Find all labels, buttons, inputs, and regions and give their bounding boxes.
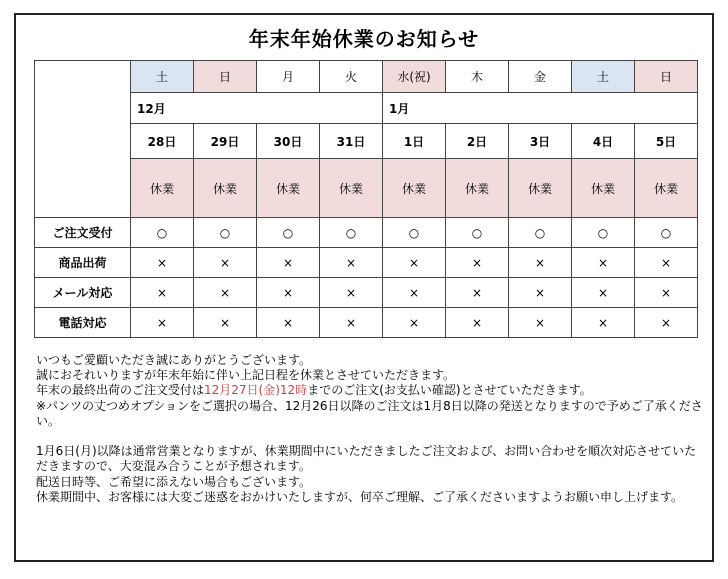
closed-cell: 休業 xyxy=(509,159,572,218)
available-mark: ○ xyxy=(257,218,320,248)
available-mark: ○ xyxy=(572,218,635,248)
note-line: 誠におそれいりますが年末年始に伴い上記日程を休業とさせていただきます。 xyxy=(36,368,456,383)
unavailable-mark: × xyxy=(572,278,635,308)
unavailable-mark: × xyxy=(257,308,320,338)
available-mark: ○ xyxy=(509,218,572,248)
operation-row xyxy=(35,278,698,308)
unavailable-mark: × xyxy=(509,248,572,278)
unavailable-mark: × xyxy=(446,278,509,308)
unavailable-mark: × xyxy=(131,278,194,308)
page-title: 年末年始休業のお知らせ xyxy=(248,27,480,51)
unavailable-mark: × xyxy=(194,308,257,338)
date-cell: 5日 xyxy=(635,124,698,159)
unavailable-mark: × xyxy=(509,278,572,308)
unavailable-mark: × xyxy=(383,248,446,278)
unavailable-mark: × xyxy=(131,248,194,278)
date-cell: 2日 xyxy=(446,124,509,159)
unavailable-mark: × xyxy=(635,278,698,308)
operation-label: ご注文受付 xyxy=(35,218,131,248)
unavailable-mark: × xyxy=(320,248,383,278)
note-line: 1月6日(月)以降は通常営業となりますが、休業期間中にいただきましたご注文および、お問い合わせを順次対応させていただきますので、大変混み合うことが予想されます。 xyxy=(36,444,697,474)
note-line-final-order xyxy=(36,383,706,398)
closed-cell: 休業 xyxy=(383,159,446,218)
weekday-cell: 土 xyxy=(572,61,635,93)
unavailable-mark: × xyxy=(257,278,320,308)
empty-corner-cell xyxy=(35,61,131,218)
unavailable-mark: × xyxy=(257,248,320,278)
note-text: までのご注文(お支払い確認)とさせていただきます。 xyxy=(307,383,592,398)
date-cell: 29日 xyxy=(194,124,257,159)
weekday-cell: 日 xyxy=(194,61,257,93)
weekday-cell: 土 xyxy=(131,61,194,93)
note-spacer xyxy=(36,429,706,444)
weekday-cell: 金 xyxy=(509,61,572,93)
operation-label: 商品出荷 xyxy=(35,248,131,278)
closed-cell: 休業 xyxy=(572,159,635,218)
closed-cell: 休業 xyxy=(446,159,509,218)
unavailable-mark: × xyxy=(383,308,446,338)
unavailable-mark: × xyxy=(635,308,698,338)
unavailable-mark: × xyxy=(131,308,194,338)
closed-row xyxy=(35,159,698,218)
weekday-cell: 木 xyxy=(446,61,509,93)
closed-cell: 休業 xyxy=(635,159,698,218)
date-cell: 30日 xyxy=(257,124,320,159)
operation-row xyxy=(35,308,698,338)
unavailable-mark: × xyxy=(320,308,383,338)
month-label: 1月 xyxy=(383,93,698,124)
operation-label: メール対応 xyxy=(35,278,131,308)
note-text: 年末の最終出荷のご注文受付は xyxy=(36,383,205,398)
unavailable-mark: × xyxy=(635,248,698,278)
available-mark: ○ xyxy=(194,218,257,248)
holiday-calendar-table xyxy=(34,60,698,338)
date-cell: 28日 xyxy=(131,124,194,159)
unavailable-mark: × xyxy=(194,278,257,308)
weekday-header-row xyxy=(35,61,698,93)
note-line: 配送日時等、ご希望に添えない場合もございます。 xyxy=(36,474,312,489)
operation-row xyxy=(35,248,698,278)
operation-label: 電話対応 xyxy=(35,308,131,338)
unavailable-mark: × xyxy=(446,308,509,338)
available-mark: ○ xyxy=(446,218,509,248)
closed-cell: 休業 xyxy=(320,159,383,218)
available-mark: ○ xyxy=(131,218,194,248)
weekday-cell: 水(祝) xyxy=(383,61,446,93)
closed-cell: 休業 xyxy=(257,159,320,218)
weekday-cell: 月 xyxy=(257,61,320,93)
month-row xyxy=(35,93,698,124)
closed-cell: 休業 xyxy=(131,159,194,218)
month-label: 12月 xyxy=(131,93,383,124)
notice-text xyxy=(36,353,706,505)
unavailable-mark: × xyxy=(383,278,446,308)
date-cell: 4日 xyxy=(572,124,635,159)
date-row xyxy=(35,124,698,159)
available-mark: ○ xyxy=(320,218,383,248)
closed-cell: 休業 xyxy=(194,159,257,218)
unavailable-mark: × xyxy=(509,308,572,338)
date-cell: 31日 xyxy=(320,124,383,159)
note-line: 休業期間中、お客様には大変ご迷惑をおかけいたしますが、何卒ご理解、ご了承くださいますようお願い申し上げます。 xyxy=(36,489,684,504)
weekday-cell: 火 xyxy=(320,61,383,93)
final-order-deadline: 12月27日(金)12時 xyxy=(204,383,308,398)
unavailable-mark: × xyxy=(194,248,257,278)
date-cell: 1日 xyxy=(383,124,446,159)
weekday-cell: 日 xyxy=(635,61,698,93)
unavailable-mark: × xyxy=(572,308,635,338)
unavailable-mark: × xyxy=(320,278,383,308)
available-mark: ○ xyxy=(635,218,698,248)
unavailable-mark: × xyxy=(446,248,509,278)
date-cell: 3日 xyxy=(509,124,572,159)
notice-frame xyxy=(14,13,714,562)
unavailable-mark: × xyxy=(572,248,635,278)
operation-row xyxy=(35,218,698,248)
note-line: ※パンツの丈つめオプションをご選択の場合、12月26日以降のご注文は1月8日以降の発送となりますので予めご了承ください。 xyxy=(36,398,703,428)
note-line: いつもご愛顧いただき誠にありがとうございます。 xyxy=(36,353,312,367)
available-mark: ○ xyxy=(383,218,446,248)
